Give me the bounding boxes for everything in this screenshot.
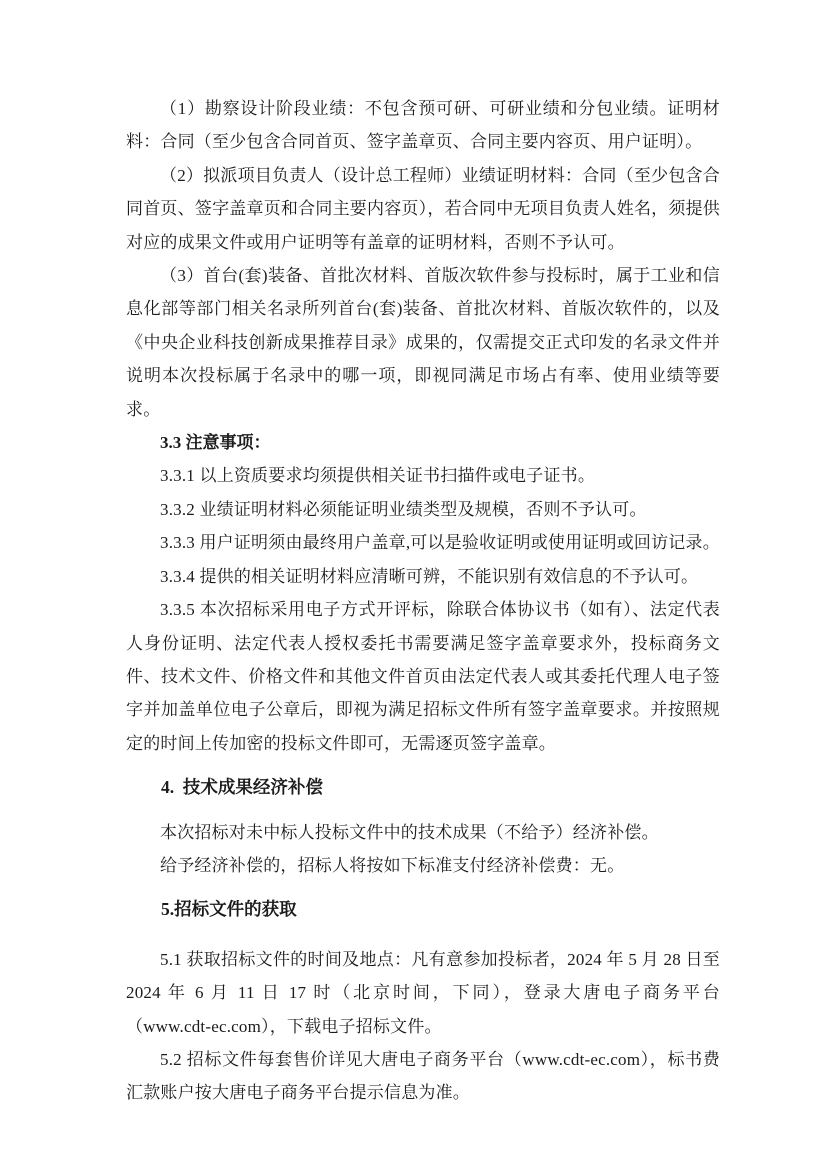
body-paragraph: 给予经济补偿的，招标人将按如下标准支付经济补偿费：无。 [160, 855, 625, 875]
body-paragraph: 3.3.4 提供的相关证明材料应清晰可辨，不能识别有效信息的不予认可。 [160, 566, 699, 586]
body-paragraph: （3）首台(套)装备、首批次材料、首版次软件参与投标时，属于工业和信息化部等部门相关名录所列首台(套)装备、首批次材料、首版次软件的，以及《中央企业科技创新成果推荐目录》成果的，仅需提交正式印发的名录文件并说明本次投标属于名录中的哪一项，即视同满足市场占有率、使用业绩等要求。 [126, 266, 720, 419]
body-paragraph: 3.3.1 以上资质要求均须提供相关证书扫描件或电子证书。 [160, 466, 596, 486]
body-paragraph: 3.3.5 本次招标采用电子方式开评标，除联合体协议书（如有）、法定代表人身份证明、法定代表人授权委托书需要满足签字盖章要求外，投标商务文件、技术文件、价格文件和其他文件首页由法定代表人或其委托代理人电子签字并加盖单位电子公章后，即视为满足招标文件所有签字盖章要求。并按照规定的时间上传加密的投标文件即可，无需逐页签字盖章。 [126, 600, 720, 753]
body-paragraph: 本次招标对未中标人投标文件中的技术成果（不给予）经济补偿。 [160, 822, 659, 842]
body-paragraph: 3.3.3 用户证明须由最终用户盖章,可以是验收证明或使用证明或回访记录。 [160, 533, 720, 553]
body-paragraph: 5.1 获取招标文件的时间及地点：凡有意参加投标者，2024 年 5 月 28 日至 2024 年 6 月 11 日 17 时（北京时间，下同），登录大唐电子商务平台（www.cdt-ec.com），下载电子招标文件。 [126, 949, 725, 1036]
body-paragraph: 5.2 招标文件每套售价详见大唐电子商务平台（www.cdt-ec.com），标书费汇款账户按大唐电子商务平台提示信息为准。 [126, 1049, 720, 1103]
body-paragraph: 3.3.2 业绩证明材料必须能证明业绩类型及规模，否则不予认可。 [160, 499, 647, 519]
section-heading: 5.招标文件的获取 [161, 899, 297, 920]
body-paragraph: （1）勘察设计阶段业绩：不包含预可研、可研业绩和分包业绩。证明材料：合同（至少包含合同首页、签字盖章页、合同主要内容页、用户证明）。 [126, 99, 720, 152]
document-content [126, 92, 725, 1110]
subsection-heading: 3.3 注意事项： [160, 433, 271, 453]
body-paragraph: （2）拟派项目负责人（设计总工程师）业绩证明材料：合同（至少包含合同首页、签字盖章页和合同主要内容页），若合同中无项目负责人姓名，须提供对应的成果文件或用户证明等有盖章的证明材料，否则不予认可。 [126, 165, 720, 252]
section-heading: 4. 技术成果经济补偿 [161, 777, 323, 798]
